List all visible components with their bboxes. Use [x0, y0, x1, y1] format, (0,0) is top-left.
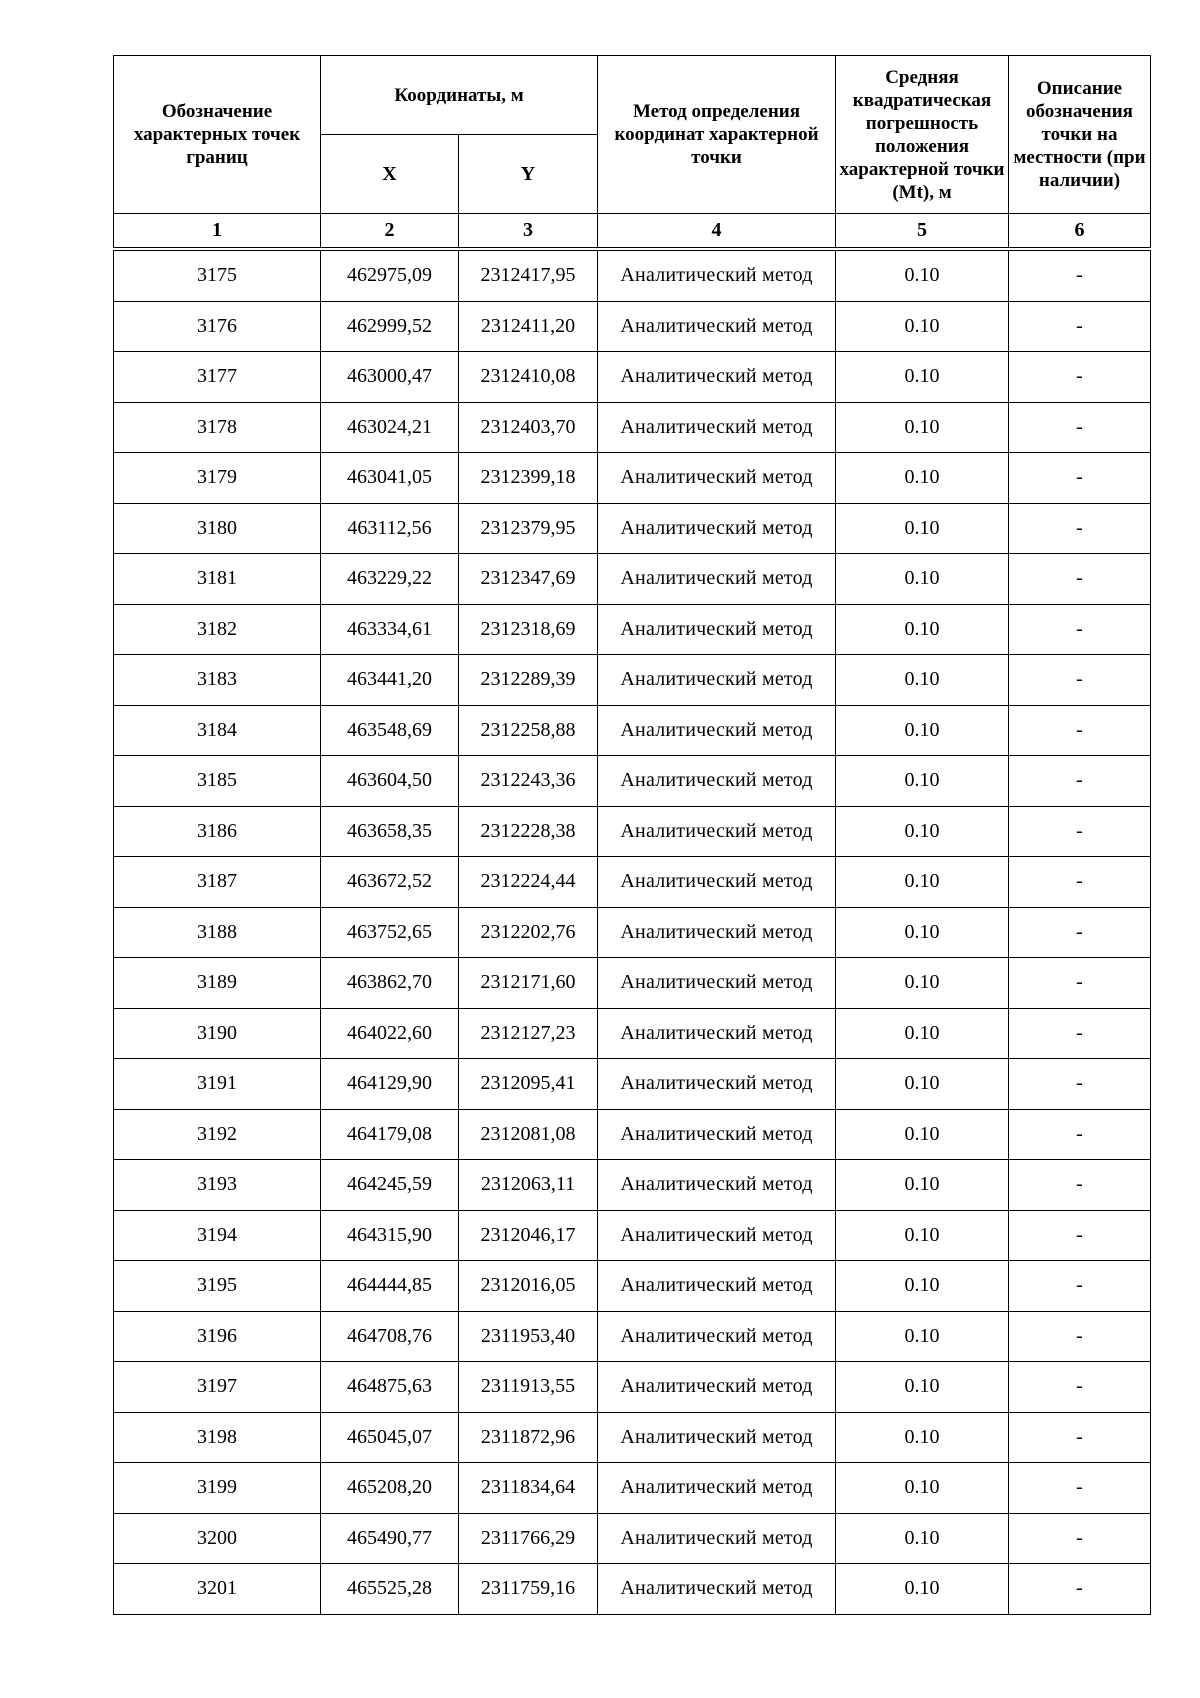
- coord-y-cell: 2312224,44: [459, 857, 598, 908]
- mean-error-cell: 0.10: [836, 1513, 1009, 1564]
- method-cell: Аналитический метод: [598, 1463, 836, 1514]
- method-cell: Аналитический метод: [598, 301, 836, 352]
- point-id-cell: 3196: [114, 1311, 321, 1362]
- table-row: [114, 1210, 1151, 1261]
- header-y: Y: [459, 135, 598, 214]
- table-row: [114, 756, 1151, 807]
- header-mean-error: Средняя квадратическая погрешность положения характерной точки (Mt), м: [836, 56, 1009, 214]
- coord-y-cell: 2312403,70: [459, 402, 598, 453]
- coord-y-cell: 2312046,17: [459, 1210, 598, 1261]
- coord-x-cell: 463752,65: [321, 907, 459, 958]
- mean-error-cell: 0.10: [836, 1261, 1009, 1312]
- coord-x-cell: 464875,63: [321, 1362, 459, 1413]
- point-id-cell: 3194: [114, 1210, 321, 1261]
- point-id-cell: 3185: [114, 756, 321, 807]
- point-id-cell: 3177: [114, 352, 321, 403]
- point-id-cell: 3183: [114, 655, 321, 706]
- coord-x-cell: 463672,52: [321, 857, 459, 908]
- mean-error-cell: 0.10: [836, 1160, 1009, 1211]
- method-cell: Аналитический метод: [598, 402, 836, 453]
- description-cell: -: [1009, 958, 1151, 1009]
- point-id-cell: 3197: [114, 1362, 321, 1413]
- point-id-cell: 3176: [114, 301, 321, 352]
- method-cell: Аналитический метод: [598, 249, 836, 301]
- mean-error-cell: 0.10: [836, 857, 1009, 908]
- coord-y-cell: 2312347,69: [459, 554, 598, 605]
- coord-y-cell: 2312417,95: [459, 249, 598, 301]
- method-cell: Аналитический метод: [598, 1412, 836, 1463]
- description-cell: -: [1009, 1059, 1151, 1110]
- method-cell: Аналитический метод: [598, 352, 836, 403]
- description-cell: -: [1009, 249, 1151, 301]
- coord-x-cell: 464245,59: [321, 1160, 459, 1211]
- method-cell: Аналитический метод: [598, 1261, 836, 1312]
- description-cell: -: [1009, 1008, 1151, 1059]
- method-cell: Аналитический метод: [598, 1109, 836, 1160]
- method-cell: Аналитический метод: [598, 958, 836, 1009]
- coord-x-cell: 462999,52: [321, 301, 459, 352]
- mean-error-cell: 0.10: [836, 806, 1009, 857]
- description-cell: -: [1009, 1311, 1151, 1362]
- table-row: [114, 453, 1151, 504]
- table-row: [114, 402, 1151, 453]
- point-id-cell: 3179: [114, 453, 321, 504]
- coord-y-cell: 2312258,88: [459, 705, 598, 756]
- coord-x-cell: 463024,21: [321, 402, 459, 453]
- description-cell: -: [1009, 705, 1151, 756]
- coord-x-cell: 463112,56: [321, 503, 459, 554]
- description-cell: -: [1009, 352, 1151, 403]
- point-id-cell: 3200: [114, 1513, 321, 1564]
- mean-error-cell: 0.10: [836, 1362, 1009, 1413]
- table-row: [114, 1008, 1151, 1059]
- header-description: Описание обозначения точки на местности (при наличии): [1009, 56, 1151, 214]
- mean-error-cell: 0.10: [836, 1463, 1009, 1514]
- mean-error-cell: 0.10: [836, 503, 1009, 554]
- table-row: [114, 1564, 1151, 1615]
- point-id-cell: 3181: [114, 554, 321, 605]
- coord-y-cell: 2312095,41: [459, 1059, 598, 1110]
- coord-x-cell: 463229,22: [321, 554, 459, 605]
- coord-y-cell: 2311834,64: [459, 1463, 598, 1514]
- description-cell: -: [1009, 301, 1151, 352]
- header-method: Метод определения координат характерной точки: [598, 56, 836, 214]
- column-number: 1: [114, 214, 321, 250]
- table-row: [114, 1261, 1151, 1312]
- table-row: [114, 1412, 1151, 1463]
- method-cell: Аналитический метод: [598, 705, 836, 756]
- method-cell: Аналитический метод: [598, 503, 836, 554]
- point-id-cell: 3189: [114, 958, 321, 1009]
- coord-y-cell: 2312016,05: [459, 1261, 598, 1312]
- column-number: 5: [836, 214, 1009, 250]
- description-cell: -: [1009, 806, 1151, 857]
- mean-error-cell: 0.10: [836, 453, 1009, 504]
- coord-x-cell: 463441,20: [321, 655, 459, 706]
- point-id-cell: 3188: [114, 907, 321, 958]
- description-cell: -: [1009, 1210, 1151, 1261]
- point-id-cell: 3180: [114, 503, 321, 554]
- table-row: [114, 958, 1151, 1009]
- mean-error-cell: 0.10: [836, 301, 1009, 352]
- mean-error-cell: 0.10: [836, 1564, 1009, 1615]
- table-row: [114, 907, 1151, 958]
- header-x: X: [321, 135, 459, 214]
- table-row: [114, 1160, 1151, 1211]
- mean-error-cell: 0.10: [836, 352, 1009, 403]
- coord-x-cell: 464444,85: [321, 1261, 459, 1312]
- coord-y-cell: 2312202,76: [459, 907, 598, 958]
- point-id-cell: 3184: [114, 705, 321, 756]
- method-cell: Аналитический метод: [598, 756, 836, 807]
- column-number: 2: [321, 214, 459, 250]
- coord-x-cell: 465045,07: [321, 1412, 459, 1463]
- point-id-cell: 3195: [114, 1261, 321, 1312]
- column-number: 6: [1009, 214, 1151, 250]
- coord-y-cell: 2312379,95: [459, 503, 598, 554]
- description-cell: -: [1009, 503, 1151, 554]
- coord-x-cell: 464179,08: [321, 1109, 459, 1160]
- method-cell: Аналитический метод: [598, 1160, 836, 1211]
- point-id-cell: 3175: [114, 249, 321, 301]
- coord-x-cell: 463862,70: [321, 958, 459, 1009]
- mean-error-cell: 0.10: [836, 249, 1009, 301]
- coord-y-cell: 2312081,08: [459, 1109, 598, 1160]
- coord-y-cell: 2312228,38: [459, 806, 598, 857]
- table-row: [114, 705, 1151, 756]
- description-cell: -: [1009, 1463, 1151, 1514]
- coord-y-cell: 2312399,18: [459, 453, 598, 504]
- coord-x-cell: 463000,47: [321, 352, 459, 403]
- description-cell: -: [1009, 1261, 1151, 1312]
- column-number: 4: [598, 214, 836, 250]
- description-cell: -: [1009, 604, 1151, 655]
- mean-error-cell: 0.10: [836, 1311, 1009, 1362]
- method-cell: Аналитический метод: [598, 655, 836, 706]
- description-cell: -: [1009, 1160, 1151, 1211]
- coordinates-table-sheet: [113, 55, 1150, 1615]
- method-cell: Аналитический метод: [598, 1059, 836, 1110]
- point-id-cell: 3193: [114, 1160, 321, 1211]
- description-cell: -: [1009, 1109, 1151, 1160]
- coord-x-cell: 463334,61: [321, 604, 459, 655]
- coord-x-cell: 465525,28: [321, 1564, 459, 1615]
- point-id-cell: 3182: [114, 604, 321, 655]
- table-row: [114, 503, 1151, 554]
- coord-y-cell: 2312127,23: [459, 1008, 598, 1059]
- coord-y-cell: 2312410,08: [459, 352, 598, 403]
- method-cell: Аналитический метод: [598, 857, 836, 908]
- description-cell: -: [1009, 1362, 1151, 1413]
- table-row: [114, 1463, 1151, 1514]
- coord-x-cell: 464315,90: [321, 1210, 459, 1261]
- table-row: [114, 1362, 1151, 1413]
- coord-y-cell: 2312243,36: [459, 756, 598, 807]
- coord-x-cell: 464129,90: [321, 1059, 459, 1110]
- description-cell: -: [1009, 756, 1151, 807]
- point-id-cell: 3190: [114, 1008, 321, 1059]
- description-cell: -: [1009, 1564, 1151, 1615]
- description-cell: -: [1009, 655, 1151, 706]
- column-number-row: [114, 214, 1151, 250]
- method-cell: Аналитический метод: [598, 554, 836, 605]
- header-point-designation: Обозначение характерных точек границ: [114, 56, 321, 214]
- table-row: [114, 1513, 1151, 1564]
- method-cell: Аналитический метод: [598, 806, 836, 857]
- coord-y-cell: 2312063,11: [459, 1160, 598, 1211]
- coord-y-cell: 2311759,16: [459, 1564, 598, 1615]
- coord-x-cell: 462975,09: [321, 249, 459, 301]
- mean-error-cell: 0.10: [836, 604, 1009, 655]
- method-cell: Аналитический метод: [598, 1564, 836, 1615]
- description-cell: -: [1009, 453, 1151, 504]
- table-body: [114, 249, 1151, 1614]
- description-cell: -: [1009, 857, 1151, 908]
- coord-x-cell: 464708,76: [321, 1311, 459, 1362]
- point-id-cell: 3199: [114, 1463, 321, 1514]
- coord-x-cell: 465208,20: [321, 1463, 459, 1514]
- method-cell: Аналитический метод: [598, 604, 836, 655]
- method-cell: Аналитический метод: [598, 1008, 836, 1059]
- coord-y-cell: 2311913,55: [459, 1362, 598, 1413]
- table-header: [114, 56, 1151, 250]
- table-row: [114, 554, 1151, 605]
- mean-error-cell: 0.10: [836, 554, 1009, 605]
- coord-x-cell: 465490,77: [321, 1513, 459, 1564]
- description-cell: -: [1009, 402, 1151, 453]
- description-cell: -: [1009, 1412, 1151, 1463]
- point-id-cell: 3186: [114, 806, 321, 857]
- table-row: [114, 1059, 1151, 1110]
- point-id-cell: 3201: [114, 1564, 321, 1615]
- coordinates-table: [113, 55, 1151, 1615]
- coord-x-cell: 463548,69: [321, 705, 459, 756]
- table-row: [114, 1311, 1151, 1362]
- table-row: [114, 806, 1151, 857]
- table-row: [114, 857, 1151, 908]
- point-id-cell: 3178: [114, 402, 321, 453]
- method-cell: Аналитический метод: [598, 1362, 836, 1413]
- mean-error-cell: 0.10: [836, 756, 1009, 807]
- mean-error-cell: 0.10: [836, 907, 1009, 958]
- coord-y-cell: 2312411,20: [459, 301, 598, 352]
- point-id-cell: 3192: [114, 1109, 321, 1160]
- table-row: [114, 301, 1151, 352]
- table-row: [114, 1109, 1151, 1160]
- coord-y-cell: 2311953,40: [459, 1311, 598, 1362]
- method-cell: Аналитический метод: [598, 1210, 836, 1261]
- mean-error-cell: 0.10: [836, 1210, 1009, 1261]
- method-cell: Аналитический метод: [598, 1513, 836, 1564]
- coord-y-cell: 2312289,39: [459, 655, 598, 706]
- mean-error-cell: 0.10: [836, 1109, 1009, 1160]
- coord-x-cell: 463604,50: [321, 756, 459, 807]
- mean-error-cell: 0.10: [836, 705, 1009, 756]
- coord-y-cell: 2312318,69: [459, 604, 598, 655]
- table-row: [114, 352, 1151, 403]
- coord-x-cell: 463658,35: [321, 806, 459, 857]
- header-coordinates: Координаты, м: [321, 56, 598, 135]
- table-row: [114, 604, 1151, 655]
- point-id-cell: 3187: [114, 857, 321, 908]
- point-id-cell: 3198: [114, 1412, 321, 1463]
- description-cell: -: [1009, 554, 1151, 605]
- method-cell: Аналитический метод: [598, 453, 836, 504]
- mean-error-cell: 0.10: [836, 402, 1009, 453]
- method-cell: Аналитический метод: [598, 907, 836, 958]
- description-cell: -: [1009, 1513, 1151, 1564]
- mean-error-cell: 0.10: [836, 958, 1009, 1009]
- column-number: 3: [459, 214, 598, 250]
- coord-x-cell: 464022,60: [321, 1008, 459, 1059]
- coord-x-cell: 463041,05: [321, 453, 459, 504]
- coord-y-cell: 2312171,60: [459, 958, 598, 1009]
- method-cell: Аналитический метод: [598, 1311, 836, 1362]
- table-row: [114, 655, 1151, 706]
- mean-error-cell: 0.10: [836, 1059, 1009, 1110]
- table-row: [114, 249, 1151, 301]
- mean-error-cell: 0.10: [836, 655, 1009, 706]
- mean-error-cell: 0.10: [836, 1008, 1009, 1059]
- point-id-cell: 3191: [114, 1059, 321, 1110]
- coord-y-cell: 2311872,96: [459, 1412, 598, 1463]
- mean-error-cell: 0.10: [836, 1412, 1009, 1463]
- description-cell: -: [1009, 907, 1151, 958]
- coord-y-cell: 2311766,29: [459, 1513, 598, 1564]
